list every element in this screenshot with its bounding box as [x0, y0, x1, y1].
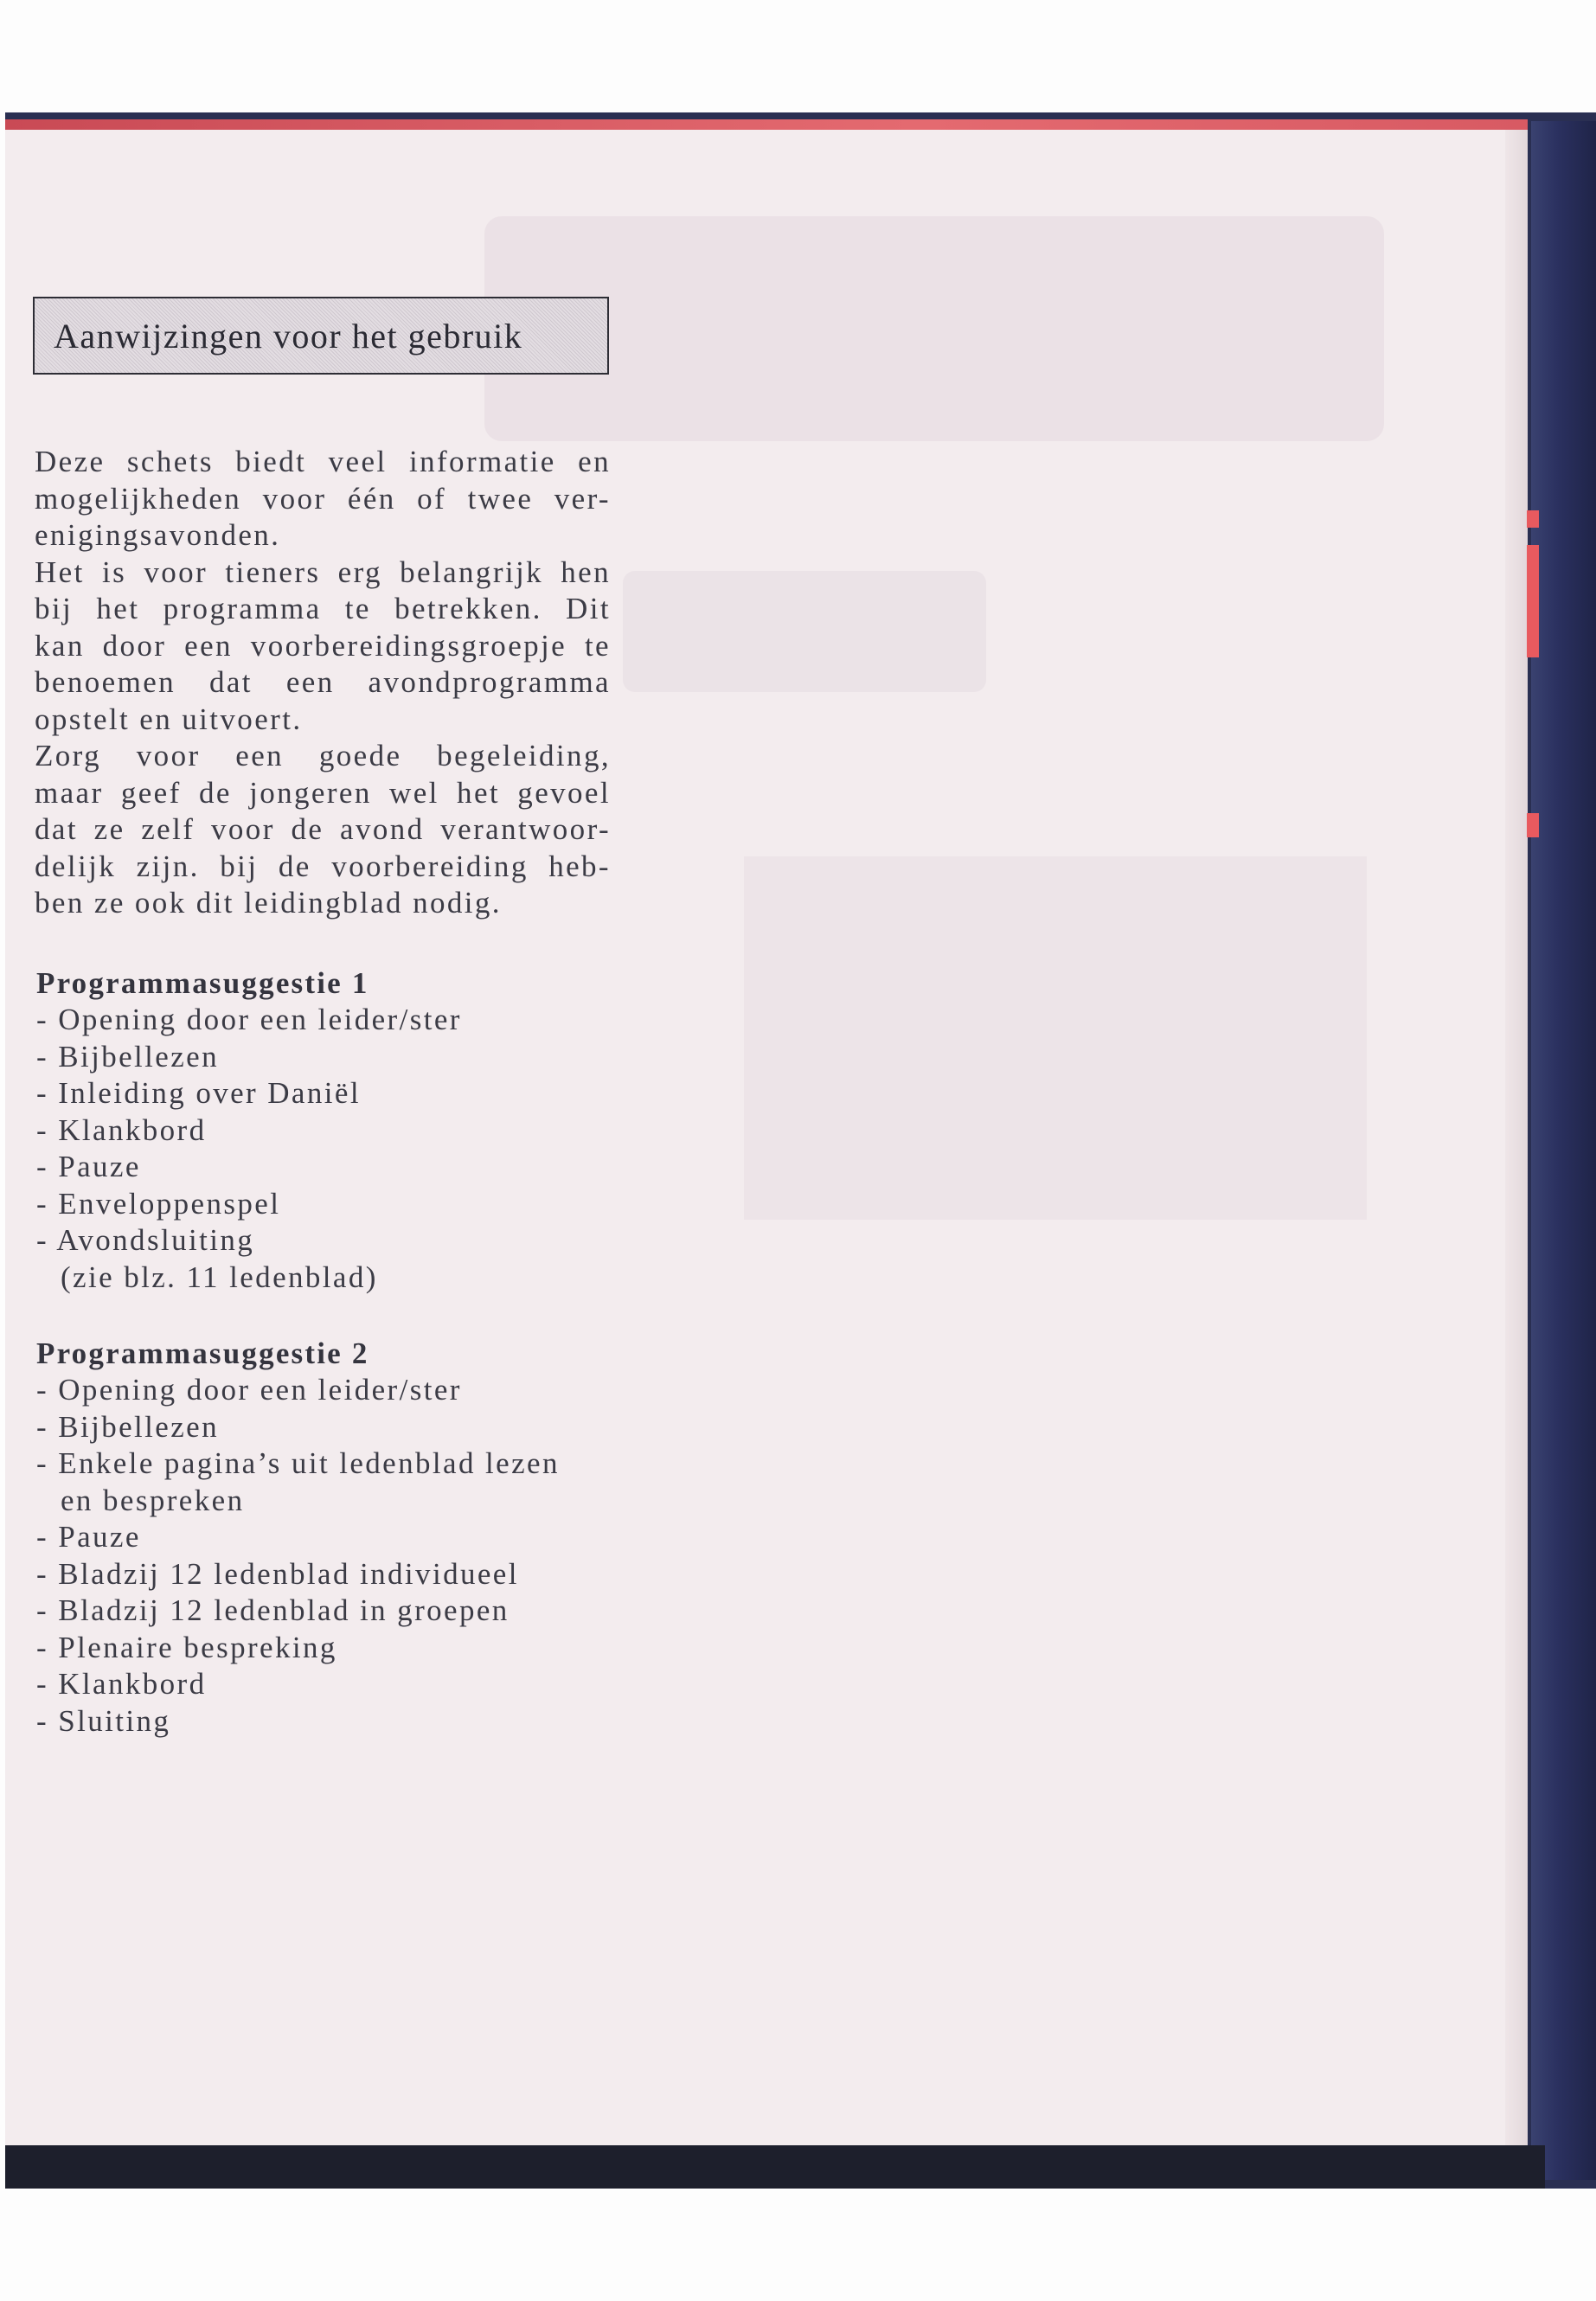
list-item: (zie blz. 11 ledenblad)	[61, 1259, 378, 1294]
suggestion-1-list	[36, 1002, 462, 1296]
intro-paragraph	[35, 444, 611, 922]
page-tab-marker	[1527, 636, 1539, 657]
intro-line: benoemen dat een avondprogramma	[35, 665, 611, 699]
list-item: - Inleiding over Daniël	[36, 1076, 361, 1110]
bleed-through-shadow	[484, 216, 1384, 441]
list-item: - Opening door een leider/ster	[36, 1003, 462, 1036]
intro-line: mogelijkheden voor één of twee ver-	[35, 481, 611, 516]
list-item: - Avondsluiting	[36, 1223, 255, 1257]
page-tab-marker	[1527, 545, 1539, 640]
intro-line: kan door een voorbereidingsgroepje te	[35, 628, 611, 663]
section-heading: Aanwijzingen voor het gebruik	[54, 317, 523, 356]
page-top-edge	[5, 119, 1528, 130]
intro-line: Zorg voor een goede begeleiding,	[35, 739, 611, 772]
bleed-through-shadow	[744, 856, 1367, 1220]
suggestion-1-title: Programmasuggestie 1	[36, 966, 369, 1000]
intro-line: ben ze ook dit leidingblad nodig.	[35, 886, 502, 920]
list-item: - Bladzij 12 ledenblad individueel	[36, 1556, 519, 1591]
intro-line: bij het programma te betrekken. Dit	[35, 592, 611, 625]
intro-line: Het is voor tieners erg belangrijk hen	[35, 554, 611, 589]
list-item: - Plenaire bespreking	[36, 1630, 337, 1664]
suggestion-2-list	[36, 1372, 560, 1740]
list-item: - Klankbord	[36, 1667, 207, 1701]
page-fore-edge	[1505, 130, 1528, 2145]
list-item: - Bladzij 12 ledenblad in groepen	[36, 1593, 510, 1627]
list-item: - Pauze	[36, 1150, 141, 1183]
book-cover-edge	[1531, 121, 1596, 2180]
page-tab-marker	[1527, 510, 1539, 528]
list-item: en bespreken	[61, 1483, 245, 1517]
intro-line: Deze schets biedt veel informatie en	[35, 445, 611, 478]
list-item: - Bijbellezen	[36, 1039, 219, 1074]
intro-line: delijk zijn. bij de voorbereiding heb-	[35, 849, 611, 883]
list-item: - Enkele pagina’s uit ledenblad lezen	[36, 1446, 560, 1480]
list-item: - Klankbord	[36, 1112, 207, 1147]
list-item: - Opening door een leider/ster	[36, 1373, 462, 1407]
page-tab-marker	[1527, 813, 1539, 837]
intro-line: opstelt en uitvoert.	[35, 702, 303, 736]
section-heading-box	[33, 297, 609, 375]
page-bottom-edge	[5, 2145, 1545, 2189]
bleed-through-shadow	[623, 571, 986, 692]
suggestion-2-title: Programmasuggestie 2	[36, 1336, 369, 1370]
list-item: - Enveloppenspel	[36, 1186, 281, 1221]
list-item: - Pauze	[36, 1520, 141, 1554]
intro-line: dat ze zelf voor de avond verantwoor-	[35, 812, 611, 846]
list-item: - Sluiting	[36, 1703, 171, 1738]
list-item: - Bijbellezen	[36, 1409, 219, 1444]
intro-line: maar geef de jongeren wel het gevoel	[35, 775, 611, 810]
intro-line: enigingsavonden.	[35, 518, 281, 552]
